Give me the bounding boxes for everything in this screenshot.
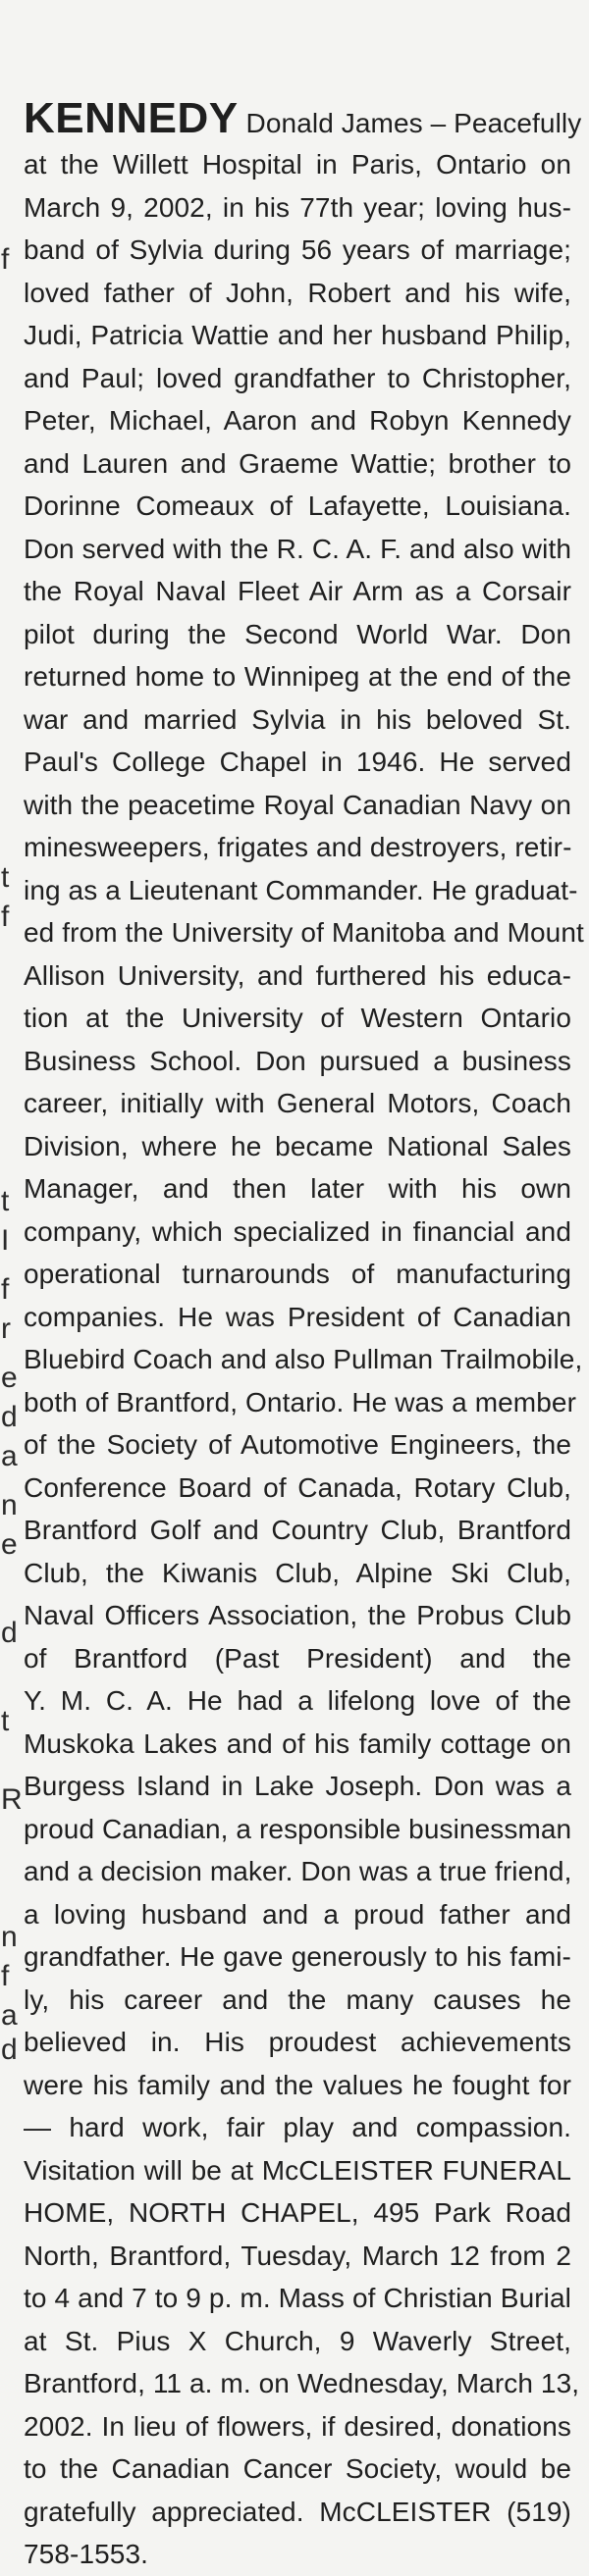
obituary-line: and Paul; loved grandfather to Christopher, <box>24 362 571 393</box>
obituary-line: proud Canadian, a responsible businessman <box>24 1813 572 1844</box>
obituary-line: Visitation will be at McCLEISTER FUNERAL <box>24 2154 571 2186</box>
obituary-line-text: Donald James – Peacefully <box>245 108 582 138</box>
gutter-fragment: e <box>1 1528 18 1561</box>
obituary-body <box>24 143 584 2576</box>
obituary-line: to the Canadian Cancer Society, would be <box>24 2453 571 2484</box>
gutter-fragment: d <box>1 1401 18 1433</box>
gutter-fragment: t <box>1 1185 10 1217</box>
obituary-line: — hard work, fair play and compassion. <box>24 2112 571 2142</box>
obituary-line: Allison University, and furthered his educa- <box>24 959 571 991</box>
gutter-fragment: t <box>1 861 10 894</box>
obituary-line: Muskoka Lakes and of his family cottage on <box>24 1727 571 1759</box>
obituary-line: believed in. His proudest achievements <box>24 2027 571 2057</box>
obituary-line: loved father of John, Robert and his wife, <box>24 277 571 308</box>
obituary-line: returned home to Winnipeg at the end of the <box>24 661 571 692</box>
obituary-line: a loving husband and a proud father and <box>24 1898 571 1930</box>
obituary-line: were his family and the values he fought for <box>24 2069 571 2100</box>
obituary-line: to 4 and 7 to 9 p. m. Mass of Christian Burial <box>24 2283 571 2313</box>
obituary-line: ly, his career and the many causes he <box>24 1984 571 2015</box>
gutter-fragment: a <box>1 1440 18 1472</box>
obituary-line: company, which specialized in financial and <box>24 1215 571 1247</box>
obituary-line: Peter, Michael, Aaron and Robyn Kennedy <box>24 405 571 436</box>
obituary-line: Club, the Kiwanis Club, Alpine Ski Club, <box>24 1557 571 1588</box>
obituary-line: the Royal Naval Fleet Air Arm as a Corsair <box>24 576 571 606</box>
obituary-surname: KENNEDY <box>24 94 239 142</box>
obituary-line: ed from the University of Manitoba and Mount <box>24 917 584 948</box>
adjacent-column-fragments <box>0 0 23 2073</box>
obituary-line: March 9, 2002, in his 77th year; loving hus- <box>24 191 571 223</box>
obituary-line: grandfather. He gave generously to his fami- <box>24 1941 571 1972</box>
gutter-fragment: n <box>1 1489 18 1521</box>
obituary-line: Division, where he became National Sales <box>24 1130 571 1161</box>
obituary-line: band of Sylvia during 56 years of marriage; <box>24 234 571 265</box>
obituary-line: Manager, and then later with his own <box>24 1173 571 1204</box>
gutter-fragment: d <box>1 2034 18 2066</box>
obituary-line: Burgess Island in Lake Joseph. Don was a <box>24 1771 571 1801</box>
obituary-line: both of Brantford, Ontario. He was a member <box>24 1386 577 1417</box>
obituary-line: 2002. In lieu of flowers, if desired, donations <box>24 2410 571 2442</box>
obituary-line: North, Brantford, Tuesday, March 12 from 2 <box>24 2240 571 2271</box>
obituary-line: Don served with the R. C. A. F. and also with <box>24 533 571 564</box>
gutter-fragment: n <box>1 1921 18 1953</box>
obituary-line: Judi, Patricia Wattie and her husband Philip, <box>24 320 571 350</box>
obituary-line: Business School. Don pursued a business <box>24 1045 571 1076</box>
obituary-line: war and married Sylvia in his beloved St. <box>24 703 571 735</box>
obituary-notice <box>24 94 584 2576</box>
obituary-line <box>24 94 582 143</box>
obituary-line: Naval Officers Association, the Probus Club <box>24 1600 571 1630</box>
obituary-line: operational turnarounds of manufacturing <box>24 1259 571 1289</box>
obituary-line: minesweepers, frigates and destroyers, retir- <box>24 832 572 862</box>
obituary-line: career, initially with General Motors, Coach <box>24 1088 571 1118</box>
obituary-line: ing as a Lieutenant Commander. He graduat- <box>24 874 578 905</box>
obituary-line: with the peacetime Royal Canadian Navy on <box>24 789 571 820</box>
obituary-line: Conference Board of Canada, Rotary Club, <box>24 1471 571 1503</box>
obituary-line: Y. M. C. A. He had a lifelong love of the <box>24 1685 571 1716</box>
obituary-line: 758-1553. <box>24 2539 149 2569</box>
obituary-line: tion at the University of Western Ontario <box>24 1003 571 1033</box>
gutter-fragment: e <box>1 1362 18 1394</box>
gutter-fragment: d <box>1 1617 18 1649</box>
gutter-fragment: f <box>1 243 10 276</box>
gutter-fragment: R <box>1 1783 23 1816</box>
obituary-line: at St. Pius X Church, 9 Waverly Street, <box>24 2325 571 2356</box>
obituary-line: pilot during the Second World War. Don <box>24 618 571 649</box>
obituary-line: Dorinne Comeaux of Lafayette, Louisiana. <box>24 490 571 521</box>
gutter-fragment: I <box>1 1224 10 1257</box>
gutter-fragment: f <box>1 901 10 933</box>
obituary-line: Paul's College Chapel in 1946. He served <box>24 747 571 777</box>
gutter-fragment: a <box>1 1999 18 2032</box>
gutter-fragment: t <box>1 1705 10 1737</box>
obituary-line: and Lauren and Graeme Wattie; brother to <box>24 447 571 479</box>
obituary-line: and a decision maker. Don was a true friend, <box>24 1856 572 1886</box>
obituary-line: gratefully appreciated. McCLEISTER (519) <box>24 2496 571 2527</box>
obituary-line: Brantford Golf and Country Club, Brantford <box>24 1515 571 1545</box>
obituary-line: companies. He was President of Canadian <box>24 1301 571 1332</box>
obituary-line: Bluebird Coach and also Pullman Trailmobile, <box>24 1344 583 1374</box>
obituary-line: of Brantford (Past President) and the <box>24 1642 571 1674</box>
obituary-line: of the Society of Automotive Engineers, the <box>24 1429 571 1460</box>
obituary-line: at the Willett Hospital in Paris, Ontario on <box>24 149 571 180</box>
gutter-fragment: f <box>1 1960 10 1992</box>
gutter-fragment: r <box>1 1313 11 1345</box>
obituary-line: HOME, NORTH CHAPEL, 495 Park Road <box>24 2197 571 2228</box>
obituary-line: Brantford, 11 a. m. on Wednesday, March 13, <box>24 2368 580 2398</box>
gutter-fragment: f <box>1 1273 10 1306</box>
